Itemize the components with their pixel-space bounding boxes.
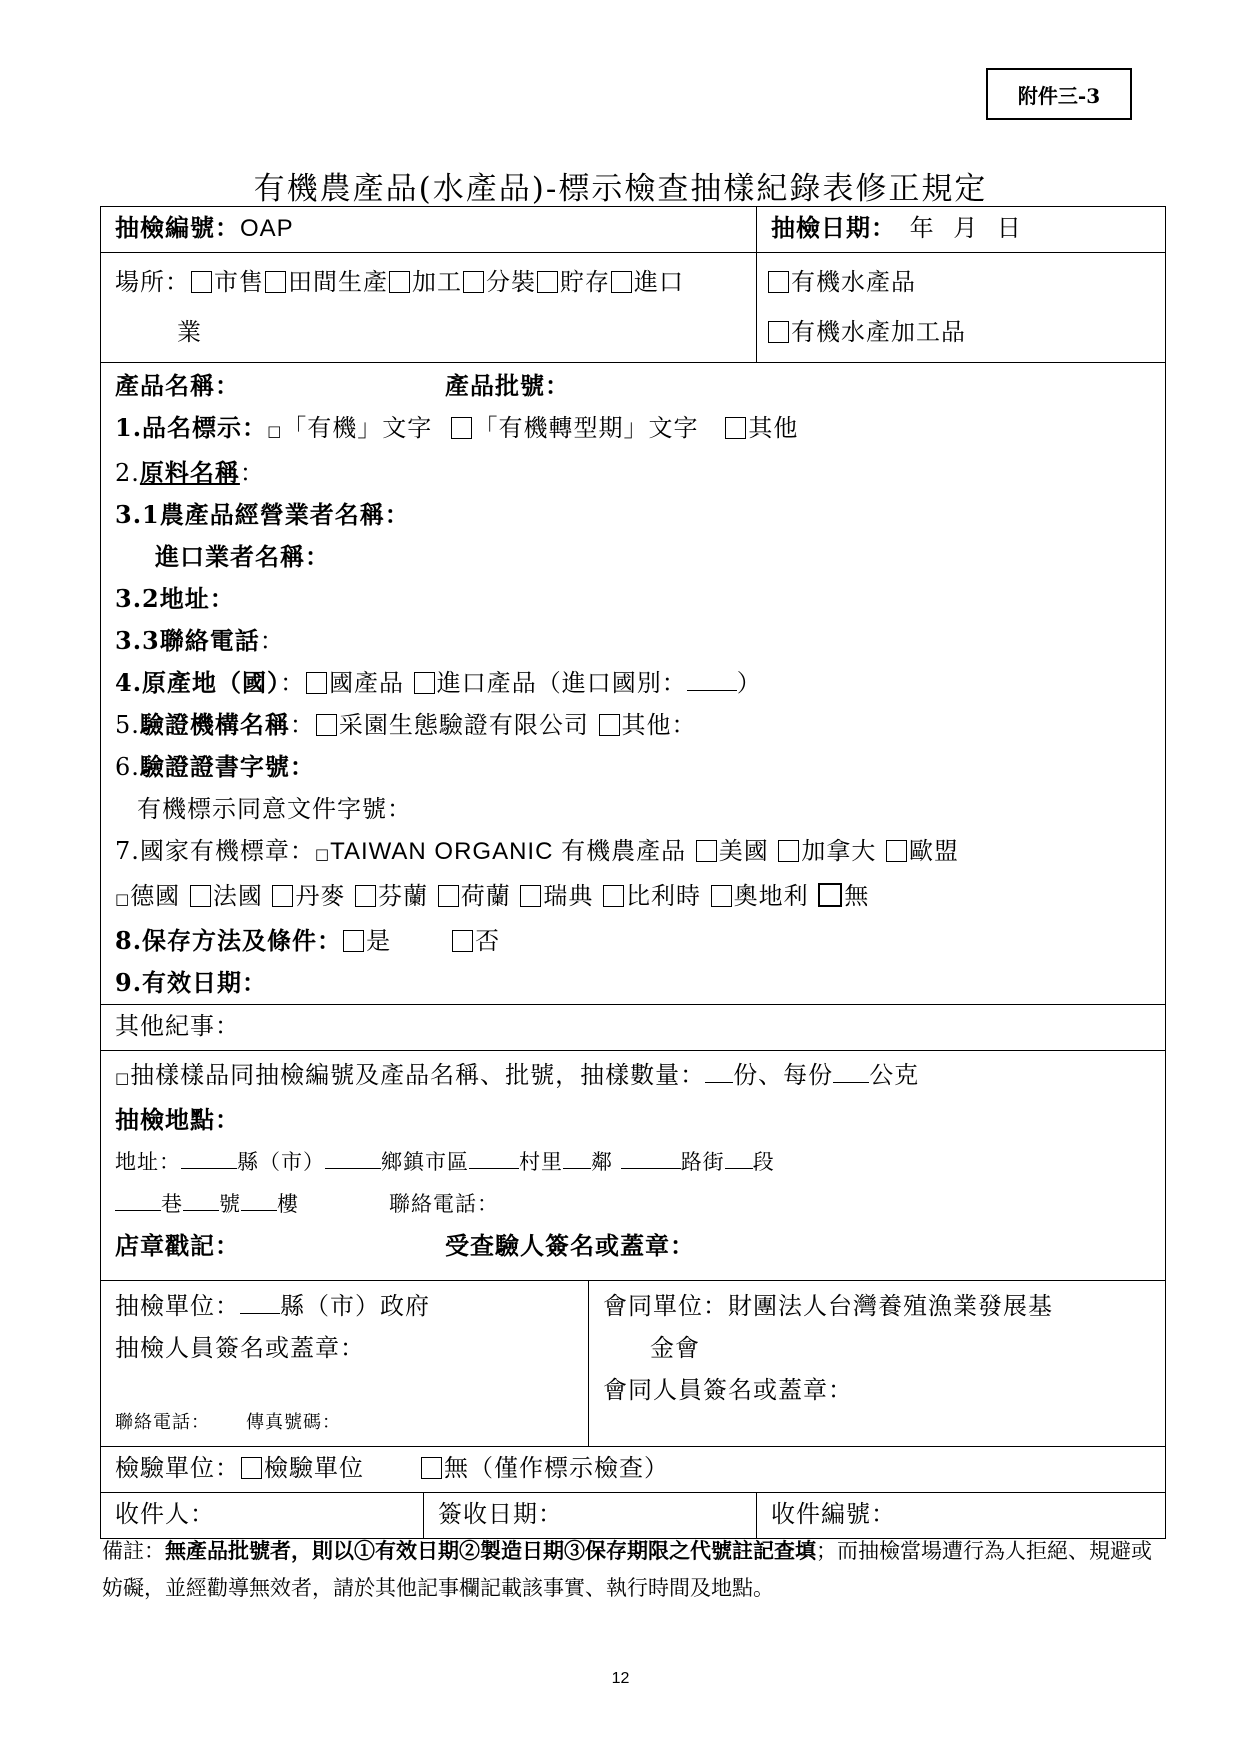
checkbox-packing[interactable] xyxy=(463,271,484,293)
product-name-line xyxy=(115,365,1165,407)
other-notes-cell[interactable] xyxy=(101,1005,1166,1051)
item4-option: 進口產品（進口國別： xyxy=(436,669,687,697)
checkbox-organic-text[interactable]: □ xyxy=(267,422,283,440)
inspect-county-blank[interactable] xyxy=(240,1313,280,1314)
floor-blank[interactable] xyxy=(241,1210,277,1211)
item7-option: 無 xyxy=(844,882,870,910)
product-batch-label: 產品批號： xyxy=(445,371,570,400)
venue-option: 加工 xyxy=(412,268,462,296)
item1-option: 「有機」文字 xyxy=(282,414,433,442)
item32-line: 3.2地址： xyxy=(115,584,235,613)
sample-no-cell[interactable] xyxy=(101,207,757,253)
venue-option: 進口 xyxy=(634,268,684,296)
item1-option: 「有機轉型期」文字 xyxy=(473,414,699,442)
checkbox-storage[interactable] xyxy=(537,271,558,293)
checkbox-usa[interactable] xyxy=(696,840,717,862)
item4-colon: ： xyxy=(280,669,306,697)
item2-number: 2. xyxy=(115,459,140,487)
product-name-label: 產品名稱： xyxy=(115,371,240,400)
item8-option: 否 xyxy=(475,927,501,955)
venue-cell xyxy=(101,253,757,363)
checkbox-certifier[interactable] xyxy=(316,714,337,736)
item4-label: 4.原產地（國） xyxy=(115,668,281,697)
venue-option: 田間生產 xyxy=(288,268,388,296)
store-stamp-label: 店章戳記： xyxy=(115,1231,240,1260)
inspection-form xyxy=(100,206,1166,1539)
item5-option: 其他： xyxy=(621,711,697,739)
item6-line xyxy=(115,746,1165,788)
checkbox-sweden[interactable] xyxy=(520,885,541,907)
item8-option: 是 xyxy=(366,927,392,955)
neighbor-blank[interactable] xyxy=(563,1168,591,1169)
checkbox-no-lab[interactable] xyxy=(421,1457,442,1479)
item7-option: 美國 xyxy=(718,837,769,865)
checkbox-retail[interactable] xyxy=(191,271,212,293)
lab-option: 檢驗單位 xyxy=(264,1454,364,1482)
section-blank[interactable] xyxy=(725,1168,753,1169)
item7-option: 瑞典 xyxy=(543,882,594,910)
address-part: 鄉鎮市區 xyxy=(381,1150,469,1174)
inspector-sign-label: 抽檢人員簽名或蓋章： xyxy=(115,1334,365,1362)
checkbox-certifier-other[interactable] xyxy=(599,714,620,736)
address-part: 村里 xyxy=(519,1150,563,1174)
checkbox-domestic[interactable] xyxy=(306,672,327,694)
receive-date-label: 簽收日期： xyxy=(438,1500,563,1528)
fax-label: 傳真號碼： xyxy=(246,1412,341,1433)
item6b-line: 有機標示同意文件字號： xyxy=(137,795,412,823)
item9-line: 9.有效日期： xyxy=(115,968,268,997)
receive-date-cell[interactable] xyxy=(424,1493,757,1539)
item33-line xyxy=(115,620,1165,662)
address-line xyxy=(115,1141,1165,1183)
sample-date-value: 年 月 日 xyxy=(896,214,1027,242)
page-number: 12 xyxy=(611,1670,630,1687)
town-blank[interactable] xyxy=(325,1168,381,1169)
joint-sign-label: 會同人員簽名或蓋章： xyxy=(603,1376,853,1404)
checkbox-none[interactable] xyxy=(818,883,842,907)
checkbox-processing[interactable] xyxy=(389,271,410,293)
receiver-cell[interactable] xyxy=(101,1493,424,1539)
address-label: 地址： xyxy=(115,1150,181,1174)
stamp-sign-line xyxy=(115,1225,1165,1267)
joint-unit-cell xyxy=(589,1281,1166,1447)
item7-option: 荷蘭 xyxy=(460,882,511,910)
number-blank[interactable] xyxy=(183,1210,219,1211)
item2-label: 原料名稱 xyxy=(139,458,240,487)
item31-line: 3.1農產品經營業者名稱： xyxy=(115,500,410,529)
annex-label: 附件三-3 xyxy=(986,68,1132,120)
item33-label: 3.3聯絡電話 xyxy=(115,626,260,655)
checkbox-belgium[interactable] xyxy=(603,885,624,907)
venue-option: 市售 xyxy=(214,268,264,296)
sampling-cell xyxy=(101,1051,1166,1281)
item7-option: 德國 xyxy=(130,882,181,910)
item4-option: 國產品 xyxy=(329,669,405,697)
sample-date-label: 抽檢日期： xyxy=(771,213,896,242)
item7-option: 丹麥 xyxy=(295,882,346,910)
lane-blank[interactable] xyxy=(115,1210,161,1211)
checkbox-other[interactable] xyxy=(725,417,746,439)
receiver-label: 收件人： xyxy=(115,1500,215,1528)
lab-cell xyxy=(101,1447,1166,1493)
sample-no-value: OAP xyxy=(240,215,294,242)
venue-option: 分裝 xyxy=(486,268,536,296)
footnote-bold: 無產品批號者，則以①有效日期②製造日期③保存期限之代號註記查填 xyxy=(165,1540,816,1563)
address-part: 巷 xyxy=(161,1192,183,1216)
checkbox-yes[interactable] xyxy=(343,930,364,952)
item31b-line: 進口業者名稱： xyxy=(155,542,330,571)
item7-option: 法國 xyxy=(212,882,263,910)
item2-colon: ： xyxy=(239,459,265,487)
product-details-cell xyxy=(101,363,1166,1005)
footnote-prefix: 備註： xyxy=(102,1540,165,1563)
checkbox-organic-aquatic-processed[interactable] xyxy=(768,321,789,343)
item6-number: 6. xyxy=(115,753,140,781)
item7-label: 7.國家有機標章： xyxy=(115,837,315,865)
address-part: 號 xyxy=(219,1192,241,1216)
checkbox-germany[interactable]: □ xyxy=(115,890,131,908)
checkbox-field[interactable] xyxy=(265,271,286,293)
item7-option: TAIWAN ORGANIC 有機農產品 xyxy=(330,838,687,865)
checkbox-transition-text[interactable] xyxy=(451,417,472,439)
checkbox-imported[interactable] xyxy=(414,672,435,694)
joint-unit-label: 會同單位：財團法人台灣養殖漁業發展基 xyxy=(603,1292,1053,1320)
receive-no-cell[interactable] xyxy=(757,1493,1166,1539)
item7-option: 芬蘭 xyxy=(378,882,429,910)
address-part: 段 xyxy=(752,1150,775,1174)
checkbox-france[interactable] xyxy=(190,885,211,907)
footnote-rest: ；而抽檢當場遭行為人拒絕、規避或妨礙，並經勸導無效者，請於其他記事欄記載該事實、執行時間及地點。 xyxy=(102,1540,1152,1600)
receive-no-label: 收件編號： xyxy=(771,1500,896,1528)
checkbox-austria[interactable] xyxy=(711,885,732,907)
contact-phone-label: 聯絡電話： xyxy=(115,1412,210,1433)
grams-blank[interactable] xyxy=(833,1082,869,1083)
address-phone-label: 聯絡電話： xyxy=(389,1192,499,1216)
item7-row2-line xyxy=(115,875,1165,920)
item5-colon: ： xyxy=(289,711,315,739)
venue-continuation: 業 xyxy=(177,318,202,346)
checkbox-lab[interactable] xyxy=(241,1457,262,1479)
sampling-text: 份、每份 xyxy=(733,1061,834,1089)
village-blank[interactable] xyxy=(469,1168,519,1169)
checkbox-canada[interactable] xyxy=(778,840,799,862)
address-part: 縣（市） xyxy=(237,1150,325,1174)
inspect-unit-cell xyxy=(101,1281,589,1447)
item2-line xyxy=(115,452,1165,494)
country-blank[interactable] xyxy=(687,690,737,691)
item5-number: 5. xyxy=(115,711,140,739)
joint-unit-continuation: 金會 xyxy=(650,1334,700,1362)
item5-line xyxy=(115,704,1165,746)
sampling-text: 公克 xyxy=(869,1061,920,1089)
address-part: 鄰 xyxy=(591,1150,613,1174)
item1-option: 其他 xyxy=(748,414,799,442)
item1-label: 1.品名標示： xyxy=(115,413,268,442)
sampling-qty-line xyxy=(115,1054,1165,1099)
sample-date-cell[interactable] xyxy=(757,207,1166,253)
product-type-cell xyxy=(757,253,1166,363)
contact-line xyxy=(115,1405,588,1441)
address-part: 路街 xyxy=(680,1150,725,1174)
county-blank[interactable] xyxy=(181,1168,237,1169)
checkbox-denmark[interactable] xyxy=(272,885,293,907)
item6-label: 驗證證書字號： xyxy=(139,752,315,781)
checkbox-organic-aquatic[interactable] xyxy=(768,271,789,293)
lab-option: 無（僅作標示檢查） xyxy=(444,1454,669,1482)
item1-line xyxy=(115,407,1165,452)
venue-option: 貯存 xyxy=(560,268,610,296)
address-part: 樓 xyxy=(277,1192,299,1216)
item7-option: 奧地利 xyxy=(733,882,809,910)
form-title: 有機農產品(水產品)-標示檢查抽樣紀錄表修正規定 xyxy=(253,171,988,207)
road-blank[interactable] xyxy=(621,1168,681,1169)
address-line2 xyxy=(115,1183,1165,1225)
product-type-option: 有機水產加工品 xyxy=(791,318,966,346)
item8-label: 8.保存方法及條件： xyxy=(115,926,343,955)
checkbox-taiwan-organic[interactable]: □ xyxy=(314,845,331,863)
item5-option: 采園生態驗證有限公司 xyxy=(338,711,589,739)
footnote xyxy=(102,1533,1162,1607)
inspectee-sign-label: 受查驗人簽名或蓋章： xyxy=(445,1231,695,1260)
item8-line xyxy=(115,920,1165,962)
sample-no-label: 抽檢編號： xyxy=(115,213,240,242)
item4-end: ） xyxy=(736,669,762,697)
item33-colon: ： xyxy=(259,627,285,655)
checkbox-eu[interactable] xyxy=(886,840,907,862)
other-notes-label: 其他紀事： xyxy=(115,1012,240,1040)
sampling-text: 抽樣樣品同抽檢編號及產品名稱、批號，抽樣數量： xyxy=(130,1061,706,1089)
item5-label: 驗證機構名稱 xyxy=(139,710,290,739)
venue-label: 場所： xyxy=(115,268,190,296)
inspect-unit-line xyxy=(115,1285,588,1327)
checkbox-finland[interactable] xyxy=(355,885,376,907)
item7-option: 比利時 xyxy=(626,882,702,910)
item7-option: 歐盟 xyxy=(909,837,960,865)
inspect-unit-label: 抽檢單位： xyxy=(115,1292,240,1320)
sampling-location-label: 抽檢地點： xyxy=(115,1105,240,1134)
inspect-unit-suffix: 縣（市）政府 xyxy=(280,1292,430,1320)
checkbox-netherlands[interactable] xyxy=(438,885,459,907)
checkbox-import[interactable] xyxy=(611,271,632,293)
copies-blank[interactable] xyxy=(705,1082,733,1083)
item7-line xyxy=(115,830,1165,875)
checkbox-sampling[interactable]: □ xyxy=(115,1069,131,1087)
item7-option: 加拿大 xyxy=(801,837,877,865)
product-type-option: 有機水產品 xyxy=(791,268,916,296)
item4-line xyxy=(115,662,1165,704)
checkbox-no[interactable] xyxy=(452,930,473,952)
lab-label: 檢驗單位： xyxy=(115,1454,240,1482)
